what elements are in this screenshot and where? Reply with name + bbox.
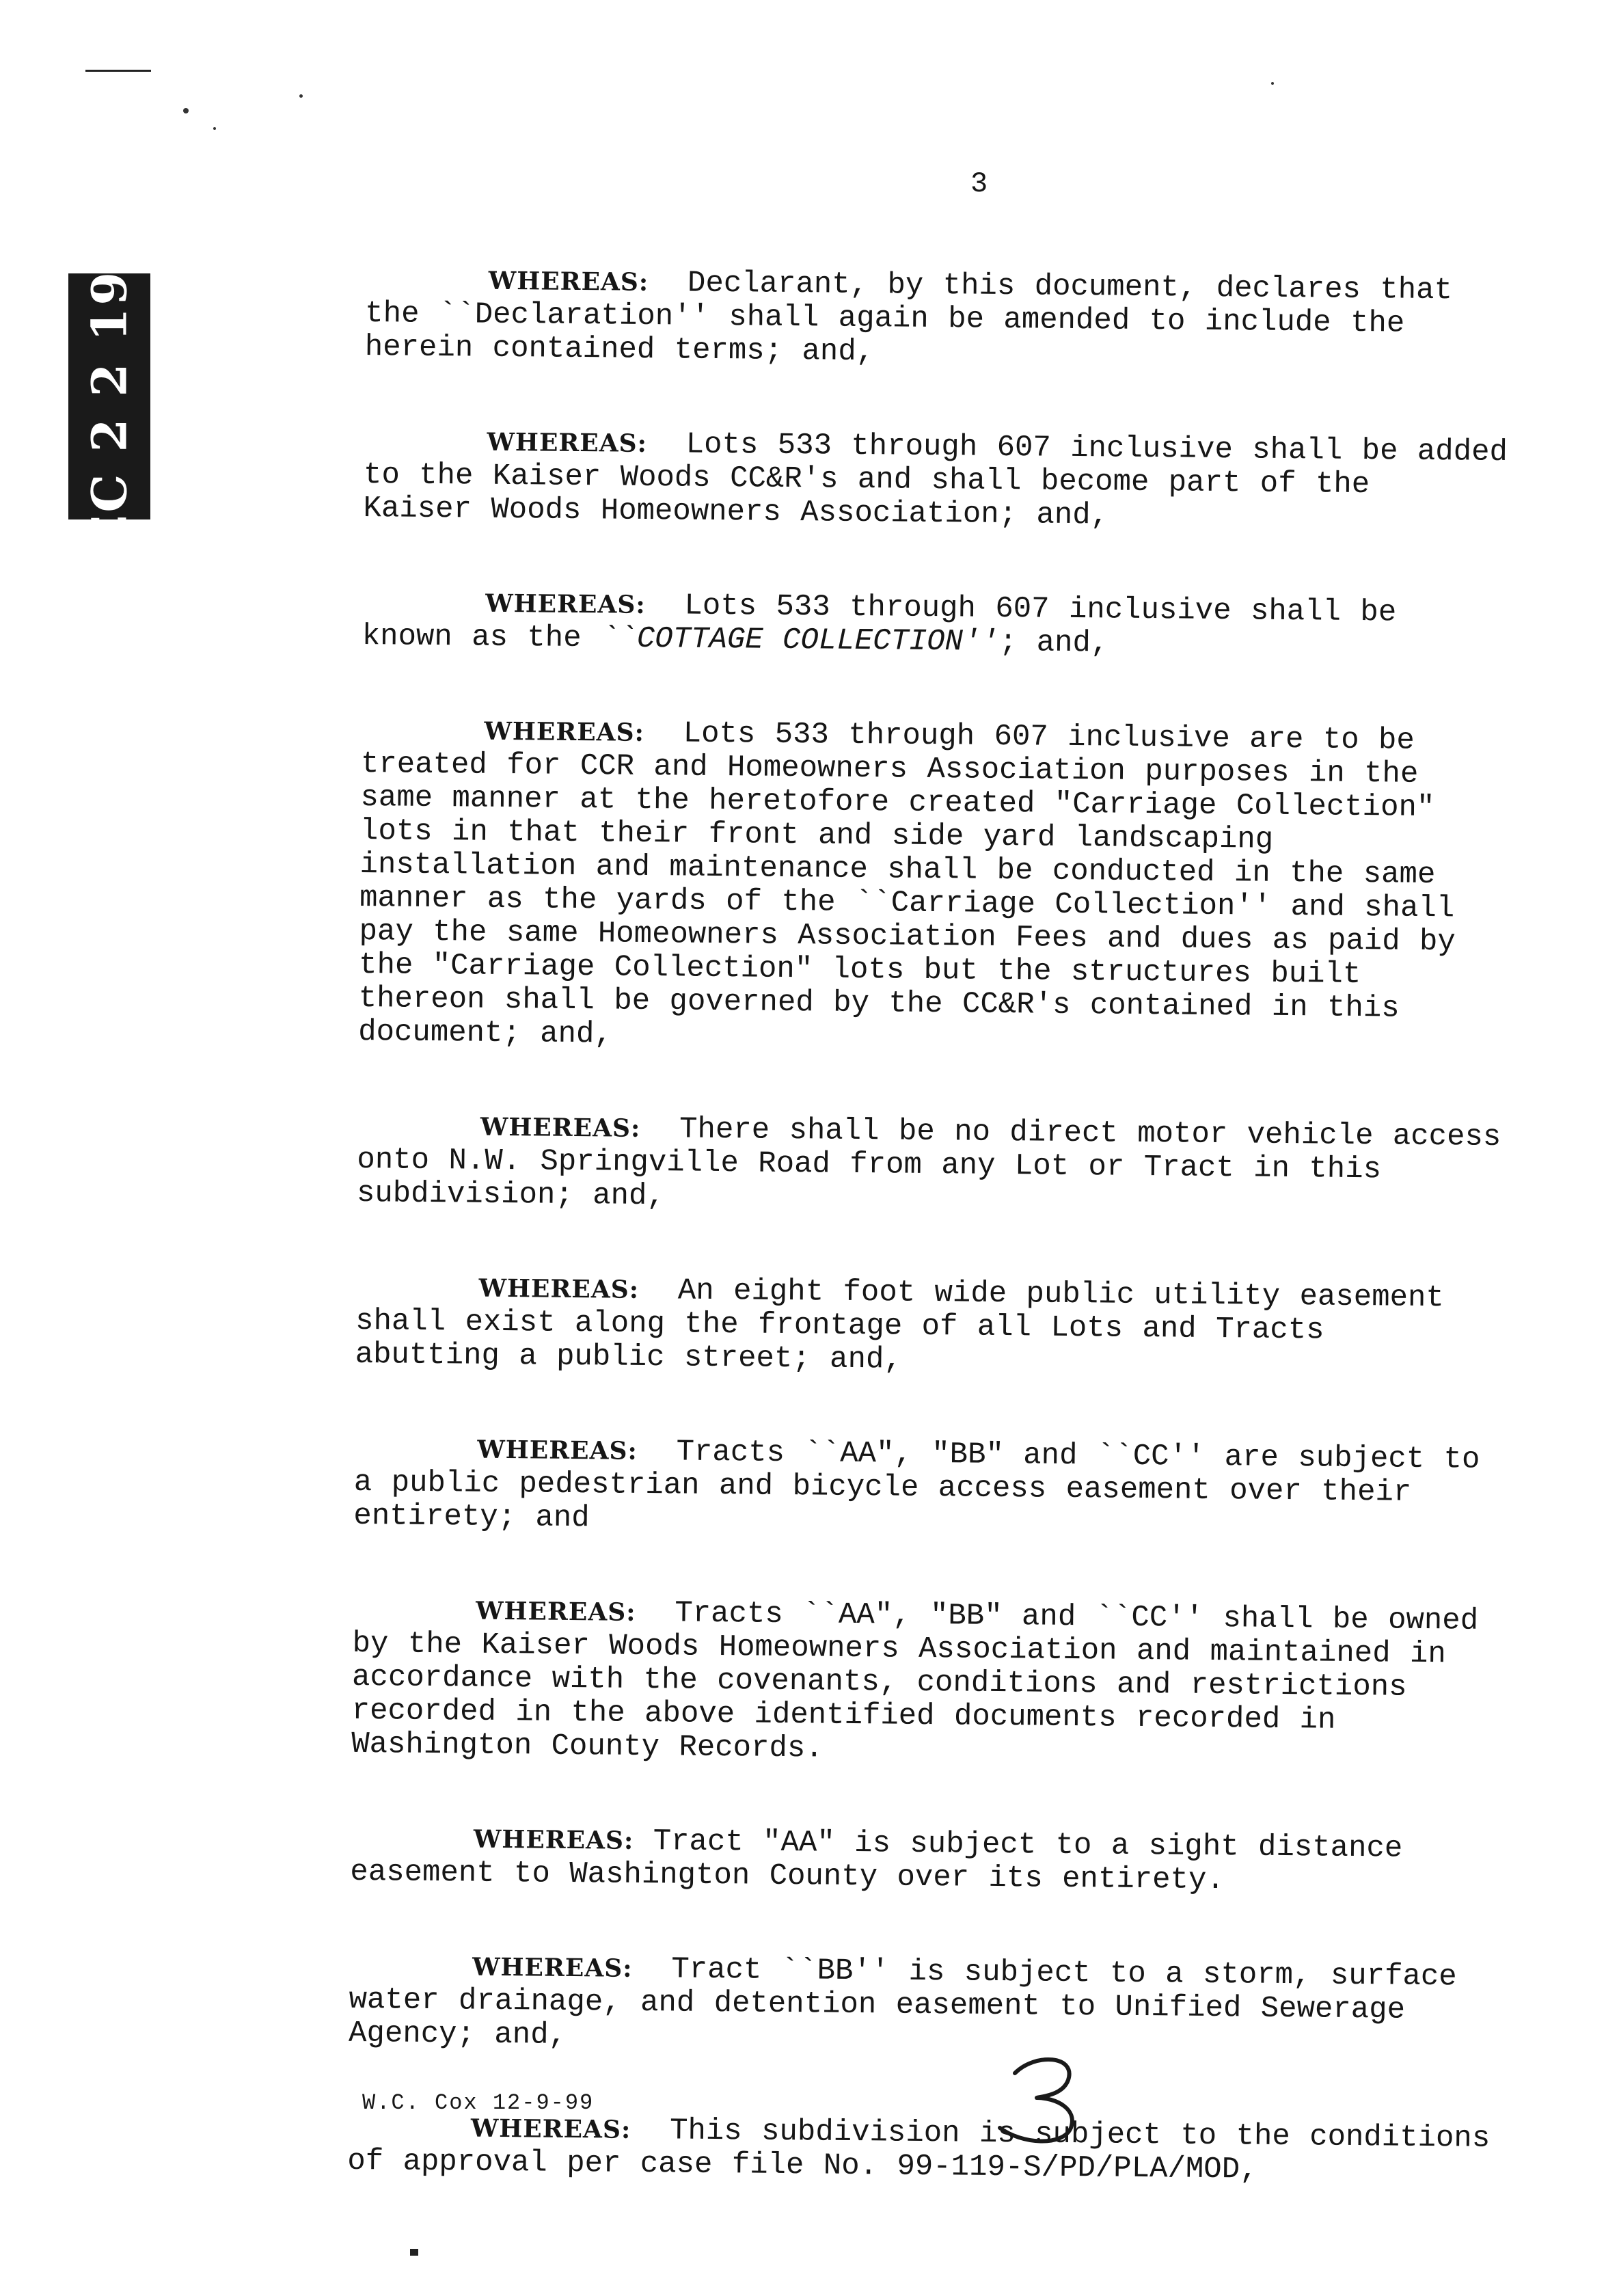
date-stamp-text: DEC 2 2 1999 [81,197,138,596]
paragraph-text: Tracts ``AA", "BB" and ``CC'' are subject to a public pedestrian and bicycle access easement over their entirety; and [353,1435,1480,1536]
scan-speck [299,94,303,98]
whereas-paragraph [358,714,1571,1061]
whereas-label: WHEREAS: [478,1273,640,1304]
whereas-label: WHEREAS: [488,266,649,297]
date-stamp [68,197,150,596]
paragraph-text: Tract ``BB'' is subject to a storm, surface water drainage, and detention easement to Unified Sewerage Agency; and, [348,1952,1457,2053]
paragraph-text: Lots 533 through 607 inclusive shall be known as the [362,589,1397,656]
whereas-paragraph [357,1109,1567,1222]
paragraph-text: Tract "AA" is subject to a sight distance easement to Washington County over its entirety. [350,1824,1403,1898]
page-number: 3 [970,167,988,200]
whereas-label: WHEREAS: [480,1112,641,1143]
whereas-paragraph [347,2111,1557,2190]
whereas-paragraph [353,1432,1564,1545]
whereas-paragraph [349,1949,1559,2062]
whereas-label: WHEREAS: [484,716,645,747]
scan-speck [1271,82,1274,85]
whereas-paragraph [363,424,1573,537]
whereas-paragraph [351,1593,1562,1773]
whereas-label: WHEREAS: [475,1596,636,1627]
whereas-paragraph [362,586,1573,665]
paragraph-text: Lots 533 through 607 inclusive are to be treated for CCR and Homeowners Association purposes in the same manner at the heretofore created "Carriage Collection" lots in that their front and side yard landscaping installation and maintenance shall be conducted in the same manner as the yards of the ``Carriage Collection'' and shall pay the same Homeowners Association Fees and dues as paid by the "Carriage Collection" lots but the structures built thereon shall be governed by the CC&R's contained in this document; and, [357,716,1456,1052]
paragraph-text: Lots 533 through 607 inclusive shall be added to the Kaiser Woods CC&R's and shall become part of the Kaiser Woods Homeowners Association; and, [363,427,1508,533]
paragraph-text-end: ; and, [998,625,1109,661]
whereas-paragraph [365,263,1575,376]
whereas-label: WHEREAS: [477,1435,638,1466]
document-body [346,263,1575,2250]
cottage-collection-title: ``COTTAGE COLLECTION'' [600,621,1000,660]
paragraph-text: An eight foot wide public utility easement shall exist along the frontage of all Lots and Tracts abutting a public street; and, [355,1273,1445,1377]
paragraph-text: Tracts ``AA", "BB" and ``CC'' shall be owned by the Kaiser Woods Homeowners Association and maintained in accordance with the covenants, conditions and restrictions recorded in the above identified documents recorded in Washington County Records. [351,1596,1479,1766]
whereas-paragraph [350,1822,1560,1901]
whereas-label: WHEREAS: [470,2113,631,2144]
paragraph-text: There shall be no direct motor vehicle access onto N.W. Springville Road from any Lot or Tract in this subdivision; and, [356,1112,1501,1214]
top-rule [85,70,151,72]
whereas-paragraph [355,1271,1565,1383]
paragraph-text: Declarant, by this document, declares that the ``Declaration'' shall again be amended to include the herein contained terms; and, [364,266,1453,370]
scan-speck [213,127,216,130]
scan-mark [410,2249,418,2256]
whereas-label: WHEREAS: [473,1824,634,1855]
whereas-label: WHEREAS: [485,589,646,619]
whereas-label: WHEREAS: [487,427,648,458]
paragraph-text: This subdivision is subject to the conditions of approval per case file No. 99-119-S/PD/PLA/MOD, [347,2113,1491,2187]
handwritten-page-number [988,2047,1090,2150]
scan-speck [183,108,189,113]
whereas-label: WHEREAS: [472,1952,633,1983]
footer-author: W.C. Cox 12-9-99 [362,2090,595,2116]
